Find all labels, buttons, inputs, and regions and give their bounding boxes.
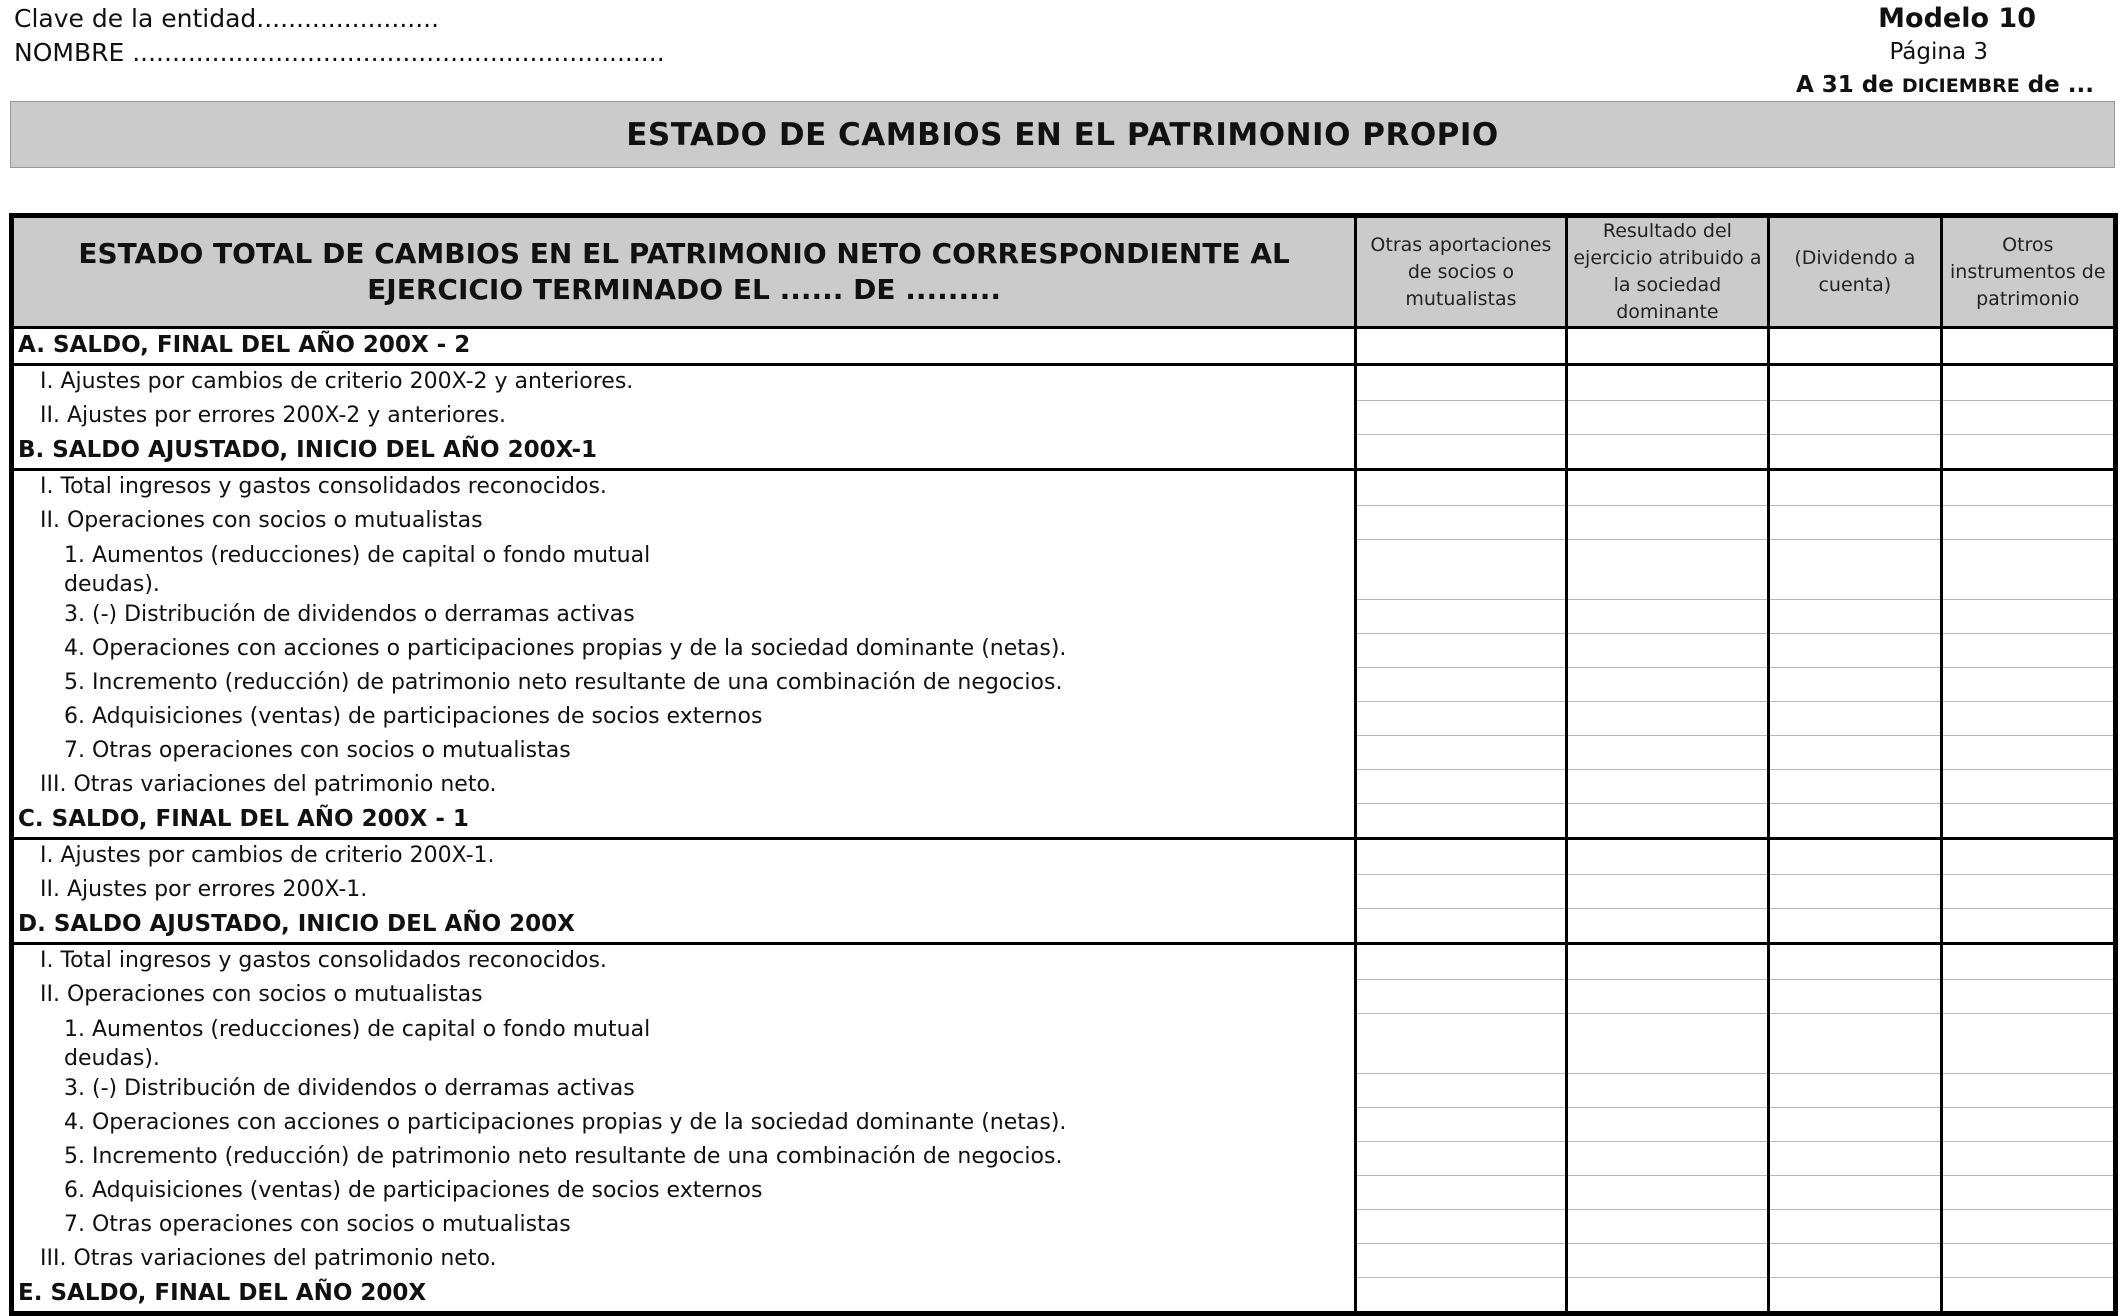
input-cell-otros-instrumentos[interactable] xyxy=(1941,701,2115,735)
input-cell-otras-aportaciones[interactable] xyxy=(1356,505,1567,539)
input-cell-otros-instrumentos[interactable] xyxy=(1941,1175,2115,1209)
table-row xyxy=(12,470,2116,506)
table-row xyxy=(12,599,2116,633)
input-cell-otras-aportaciones[interactable] xyxy=(1356,874,1567,908)
row-label: II. Operaciones con socios o mutualistas xyxy=(12,505,1356,539)
input-cell-dividendo-cuenta[interactable] xyxy=(1769,365,1941,401)
input-cell-otros-instrumentos[interactable] xyxy=(1941,803,2115,839)
input-cell-resultado-ejercicio[interactable] xyxy=(1566,1277,1768,1314)
input-cell-otros-instrumentos[interactable] xyxy=(1941,505,2115,539)
input-cell-resultado-ejercicio[interactable] xyxy=(1566,470,1768,506)
input-cell-dividendo-cuenta[interactable] xyxy=(1769,874,1941,908)
table-row xyxy=(12,505,2116,539)
nombre-field: NOMBRE ................................................................... xyxy=(14,38,665,67)
table-row xyxy=(12,908,2116,944)
page-number: Página 3 xyxy=(1889,39,1988,65)
input-cell-otras-aportaciones[interactable] xyxy=(1356,1073,1567,1107)
input-cell-otras-aportaciones[interactable] xyxy=(1356,944,1567,980)
input-cell-resultado-ejercicio[interactable] xyxy=(1566,539,1768,599)
input-cell-otras-aportaciones[interactable] xyxy=(1356,400,1567,434)
row-label-text: 1. Aumentos (reducciones) de capital o fondo mutual deudas). xyxy=(64,543,651,597)
input-cell-otros-instrumentos[interactable] xyxy=(1941,328,2115,365)
input-cell-otros-instrumentos[interactable] xyxy=(1941,1243,2115,1277)
input-cell-dividendo-cuenta[interactable] xyxy=(1769,979,1941,1013)
input-cell-resultado-ejercicio[interactable] xyxy=(1566,803,1768,839)
input-cell-otras-aportaciones[interactable] xyxy=(1356,1107,1567,1141)
input-cell-otras-aportaciones[interactable] xyxy=(1356,908,1567,944)
row-label: 7. Otras operaciones con socios o mutualistas xyxy=(12,735,1356,769)
input-cell-resultado-ejercicio[interactable] xyxy=(1566,1141,1768,1175)
table-row xyxy=(12,735,2116,769)
input-cell-dividendo-cuenta[interactable] xyxy=(1769,839,1941,875)
input-cell-otros-instrumentos[interactable] xyxy=(1941,667,2115,701)
input-cell-dividendo-cuenta[interactable] xyxy=(1769,769,1941,803)
input-cell-resultado-ejercicio[interactable] xyxy=(1566,1107,1768,1141)
table-row xyxy=(12,701,2116,735)
input-cell-dividendo-cuenta[interactable] xyxy=(1769,1277,1941,1314)
date-line xyxy=(1796,70,2094,101)
input-cell-dividendo-cuenta[interactable] xyxy=(1769,1141,1941,1175)
input-cell-otras-aportaciones[interactable] xyxy=(1356,1175,1567,1209)
input-cell-otras-aportaciones[interactable] xyxy=(1356,1243,1567,1277)
input-cell-otros-instrumentos[interactable] xyxy=(1941,735,2115,769)
table-row xyxy=(12,1013,2116,1073)
input-cell-resultado-ejercicio[interactable] xyxy=(1566,908,1768,944)
input-cell-dividendo-cuenta[interactable] xyxy=(1769,908,1941,944)
input-cell-otros-instrumentos[interactable] xyxy=(1941,1107,2115,1141)
table-main-header: ESTADO TOTAL DE CAMBIOS EN EL PATRIMONIO NETO CORRESPONDIENTE AL EJERCICIO TERMINADO EL ...... DE ......... xyxy=(12,216,1356,328)
input-cell-resultado-ejercicio[interactable] xyxy=(1566,874,1768,908)
input-cell-otros-instrumentos[interactable] xyxy=(1941,944,2115,980)
input-cell-otras-aportaciones[interactable] xyxy=(1356,434,1567,470)
row-label-text: 1. Aumentos (reducciones) de capital o fondo mutual deudas). xyxy=(64,1017,651,1071)
input-cell-otras-aportaciones[interactable] xyxy=(1356,735,1567,769)
table-row xyxy=(12,667,2116,701)
column-header-dividendo-cuenta: (Dividendo a cuenta) xyxy=(1769,216,1941,328)
table-row xyxy=(12,1141,2116,1175)
input-cell-dividendo-cuenta[interactable] xyxy=(1769,434,1941,470)
row-label: 5. Incremento (reducción) de patrimonio neto resultante de una combinación de negocios. xyxy=(12,667,1356,701)
input-cell-otros-instrumentos[interactable] xyxy=(1941,908,2115,944)
input-cell-otras-aportaciones[interactable] xyxy=(1356,1209,1567,1243)
input-cell-otros-instrumentos[interactable] xyxy=(1941,599,2115,633)
input-cell-otros-instrumentos[interactable] xyxy=(1941,979,2115,1013)
row-label: III. Otras variaciones del patrimonio neto. xyxy=(12,769,1356,803)
input-cell-resultado-ejercicio[interactable] xyxy=(1566,944,1768,980)
input-cell-dividendo-cuenta[interactable] xyxy=(1769,701,1941,735)
input-cell-dividendo-cuenta[interactable] xyxy=(1769,735,1941,769)
row-label: B. SALDO AJUSTADO, INICIO DEL AÑO 200X-1 xyxy=(12,434,1356,470)
table-row xyxy=(12,839,2116,875)
input-cell-dividendo-cuenta[interactable] xyxy=(1769,505,1941,539)
input-cell-otras-aportaciones[interactable] xyxy=(1356,1277,1567,1314)
row-label xyxy=(12,539,1356,599)
input-cell-otros-instrumentos[interactable] xyxy=(1941,1013,2115,1073)
table-row xyxy=(12,769,2116,803)
input-cell-resultado-ejercicio[interactable] xyxy=(1566,839,1768,875)
input-cell-dividendo-cuenta[interactable] xyxy=(1769,1243,1941,1277)
row-label: II. Ajustes por errores 200X-1. xyxy=(12,874,1356,908)
input-cell-dividendo-cuenta[interactable] xyxy=(1769,667,1941,701)
row-label xyxy=(12,1013,1356,1073)
input-cell-resultado-ejercicio[interactable] xyxy=(1566,701,1768,735)
row-label: 3. (-) Distribución de dividendos o derramas activas xyxy=(12,599,1356,633)
input-cell-otras-aportaciones[interactable] xyxy=(1356,365,1567,401)
table-row xyxy=(12,874,2116,908)
row-label: 3. (-) Distribución de dividendos o derramas activas xyxy=(12,1073,1356,1107)
table-row xyxy=(12,539,2116,599)
input-cell-otros-instrumentos[interactable] xyxy=(1941,1209,2115,1243)
table-body xyxy=(12,328,2116,1314)
entity-header xyxy=(14,2,665,70)
table-row xyxy=(12,434,2116,470)
row-label: II. Ajustes por errores 200X-2 y anteriores. xyxy=(12,400,1356,434)
input-cell-resultado-ejercicio[interactable] xyxy=(1566,735,1768,769)
input-cell-dividendo-cuenta[interactable] xyxy=(1769,1013,1941,1073)
input-cell-otros-instrumentos[interactable] xyxy=(1941,400,2115,434)
input-cell-otras-aportaciones[interactable] xyxy=(1356,1141,1567,1175)
input-cell-resultado-ejercicio[interactable] xyxy=(1566,769,1768,803)
row-label: E. SALDO, FINAL DEL AÑO 200X xyxy=(12,1277,1356,1314)
input-cell-otras-aportaciones[interactable] xyxy=(1356,539,1567,599)
input-cell-dividendo-cuenta[interactable] xyxy=(1769,1209,1941,1243)
table-row xyxy=(12,1277,2116,1314)
table-row xyxy=(12,365,2116,401)
input-cell-dividendo-cuenta[interactable] xyxy=(1769,633,1941,667)
input-cell-resultado-ejercicio[interactable] xyxy=(1566,505,1768,539)
row-label: 5. Incremento (reducción) de patrimonio neto resultante de una combinación de negocios. xyxy=(12,1141,1356,1175)
input-cell-otras-aportaciones[interactable] xyxy=(1356,979,1567,1013)
input-cell-dividendo-cuenta[interactable] xyxy=(1769,400,1941,434)
input-cell-otras-aportaciones[interactable] xyxy=(1356,599,1567,633)
input-cell-otros-instrumentos[interactable] xyxy=(1941,769,2115,803)
input-cell-otras-aportaciones[interactable] xyxy=(1356,633,1567,667)
table-row xyxy=(12,1209,2116,1243)
table-row xyxy=(12,400,2116,434)
table-row xyxy=(12,328,2116,365)
input-cell-dividendo-cuenta[interactable] xyxy=(1769,599,1941,633)
input-cell-resultado-ejercicio[interactable] xyxy=(1566,1175,1768,1209)
table-row xyxy=(12,1107,2116,1141)
input-cell-resultado-ejercicio[interactable] xyxy=(1566,400,1768,434)
input-cell-dividendo-cuenta[interactable] xyxy=(1769,1175,1941,1209)
input-cell-resultado-ejercicio[interactable] xyxy=(1566,1209,1768,1243)
table-row xyxy=(12,1073,2116,1107)
input-cell-resultado-ejercicio[interactable] xyxy=(1566,1073,1768,1107)
row-label: 7. Otras operaciones con socios o mutualistas xyxy=(12,1209,1356,1243)
input-cell-otras-aportaciones[interactable] xyxy=(1356,839,1567,875)
table-row xyxy=(12,803,2116,839)
input-cell-otras-aportaciones[interactable] xyxy=(1356,328,1567,365)
input-cell-otros-instrumentos[interactable] xyxy=(1941,874,2115,908)
input-cell-resultado-ejercicio[interactable] xyxy=(1566,667,1768,701)
row-label: I. Total ingresos y gastos consolidados reconocidos. xyxy=(12,470,1356,506)
modelo-label: Modelo 10 xyxy=(1878,3,2036,34)
date-month: DICIEMBRE xyxy=(1901,75,2020,97)
row-label: 6. Adquisiciones (ventas) de participaciones de socios externos xyxy=(12,701,1356,735)
patrimonio-table xyxy=(9,213,2118,1316)
table-row xyxy=(12,944,2116,980)
column-header-otras-aportaciones: Otras aportaciones de socios o mutualistas xyxy=(1356,216,1567,328)
table-row xyxy=(12,1175,2116,1209)
input-cell-otros-instrumentos[interactable] xyxy=(1941,434,2115,470)
input-cell-dividendo-cuenta[interactable] xyxy=(1769,1073,1941,1107)
date-suffix: de ... xyxy=(2019,72,2094,98)
input-cell-dividendo-cuenta[interactable] xyxy=(1769,1107,1941,1141)
input-cell-resultado-ejercicio[interactable] xyxy=(1566,599,1768,633)
input-cell-otros-instrumentos[interactable] xyxy=(1941,839,2115,875)
page-title: ESTADO DE CAMBIOS EN EL PATRIMONIO PROPIO xyxy=(10,101,2115,168)
input-cell-otros-instrumentos[interactable] xyxy=(1941,470,2115,506)
input-cell-otros-instrumentos[interactable] xyxy=(1941,1073,2115,1107)
input-cell-dividendo-cuenta[interactable] xyxy=(1769,328,1941,365)
table-row xyxy=(12,633,2116,667)
date-prefix: A 31 de xyxy=(1795,72,1902,98)
input-cell-otros-instrumentos[interactable] xyxy=(1941,539,2115,599)
input-cell-otros-instrumentos[interactable] xyxy=(1941,365,2115,401)
input-cell-otras-aportaciones[interactable] xyxy=(1356,667,1567,701)
row-label: 6. Adquisiciones (ventas) de participaciones de socios externos xyxy=(12,1175,1356,1209)
clave-entidad-field: Clave de la entidad....................... xyxy=(14,4,440,33)
input-cell-otros-instrumentos[interactable] xyxy=(1941,633,2115,667)
row-label: III. Otras variaciones del patrimonio neto. xyxy=(12,1243,1356,1277)
input-cell-resultado-ejercicio[interactable] xyxy=(1566,1243,1768,1277)
input-cell-otros-instrumentos[interactable] xyxy=(1941,1141,2115,1175)
row-label: C. SALDO, FINAL DEL AÑO 200X - 1 xyxy=(12,803,1356,839)
row-label: II. Operaciones con socios o mutualistas xyxy=(12,979,1356,1013)
input-cell-dividendo-cuenta[interactable] xyxy=(1769,803,1941,839)
input-cell-otras-aportaciones[interactable] xyxy=(1356,701,1567,735)
input-cell-otras-aportaciones[interactable] xyxy=(1356,769,1567,803)
input-cell-dividendo-cuenta[interactable] xyxy=(1769,539,1941,599)
input-cell-dividendo-cuenta[interactable] xyxy=(1769,470,1941,506)
row-label: I. Ajustes por cambios de criterio 200X-2 y anteriores. xyxy=(12,365,1356,401)
column-header-resultado-ejercicio: Resultado del ejercicio atribuido a la sociedad dominante xyxy=(1566,216,1768,328)
table-row xyxy=(12,1243,2116,1277)
row-label: D. SALDO AJUSTADO, INICIO DEL AÑO 200X xyxy=(12,908,1356,944)
input-cell-otras-aportaciones[interactable] xyxy=(1356,803,1567,839)
input-cell-dividendo-cuenta[interactable] xyxy=(1769,944,1941,980)
input-cell-resultado-ejercicio[interactable] xyxy=(1566,365,1768,401)
input-cell-resultado-ejercicio[interactable] xyxy=(1566,633,1768,667)
input-cell-resultado-ejercicio[interactable] xyxy=(1566,434,1768,470)
row-label: I. Total ingresos y gastos consolidados reconocidos. xyxy=(12,944,1356,980)
input-cell-otras-aportaciones[interactable] xyxy=(1356,1013,1567,1073)
row-label: 4. Operaciones con acciones o participaciones propias y de la sociedad dominante (netas). xyxy=(12,1107,1356,1141)
input-cell-otras-aportaciones[interactable] xyxy=(1356,470,1567,506)
input-cell-resultado-ejercicio[interactable] xyxy=(1566,979,1768,1013)
column-header-otros-instrumentos: Otros instrumentos de patrimonio xyxy=(1941,216,2115,328)
input-cell-resultado-ejercicio[interactable] xyxy=(1566,1013,1768,1073)
table-row xyxy=(12,979,2116,1013)
row-label: 4. Operaciones con acciones o participaciones propias y de la sociedad dominante (netas). xyxy=(12,633,1356,667)
input-cell-resultado-ejercicio[interactable] xyxy=(1566,328,1768,365)
row-label: I. Ajustes por cambios de criterio 200X-1. xyxy=(12,839,1356,875)
row-label: A. SALDO, FINAL DEL AÑO 200X - 2 xyxy=(12,328,1356,365)
input-cell-otros-instrumentos[interactable] xyxy=(1941,1277,2115,1314)
